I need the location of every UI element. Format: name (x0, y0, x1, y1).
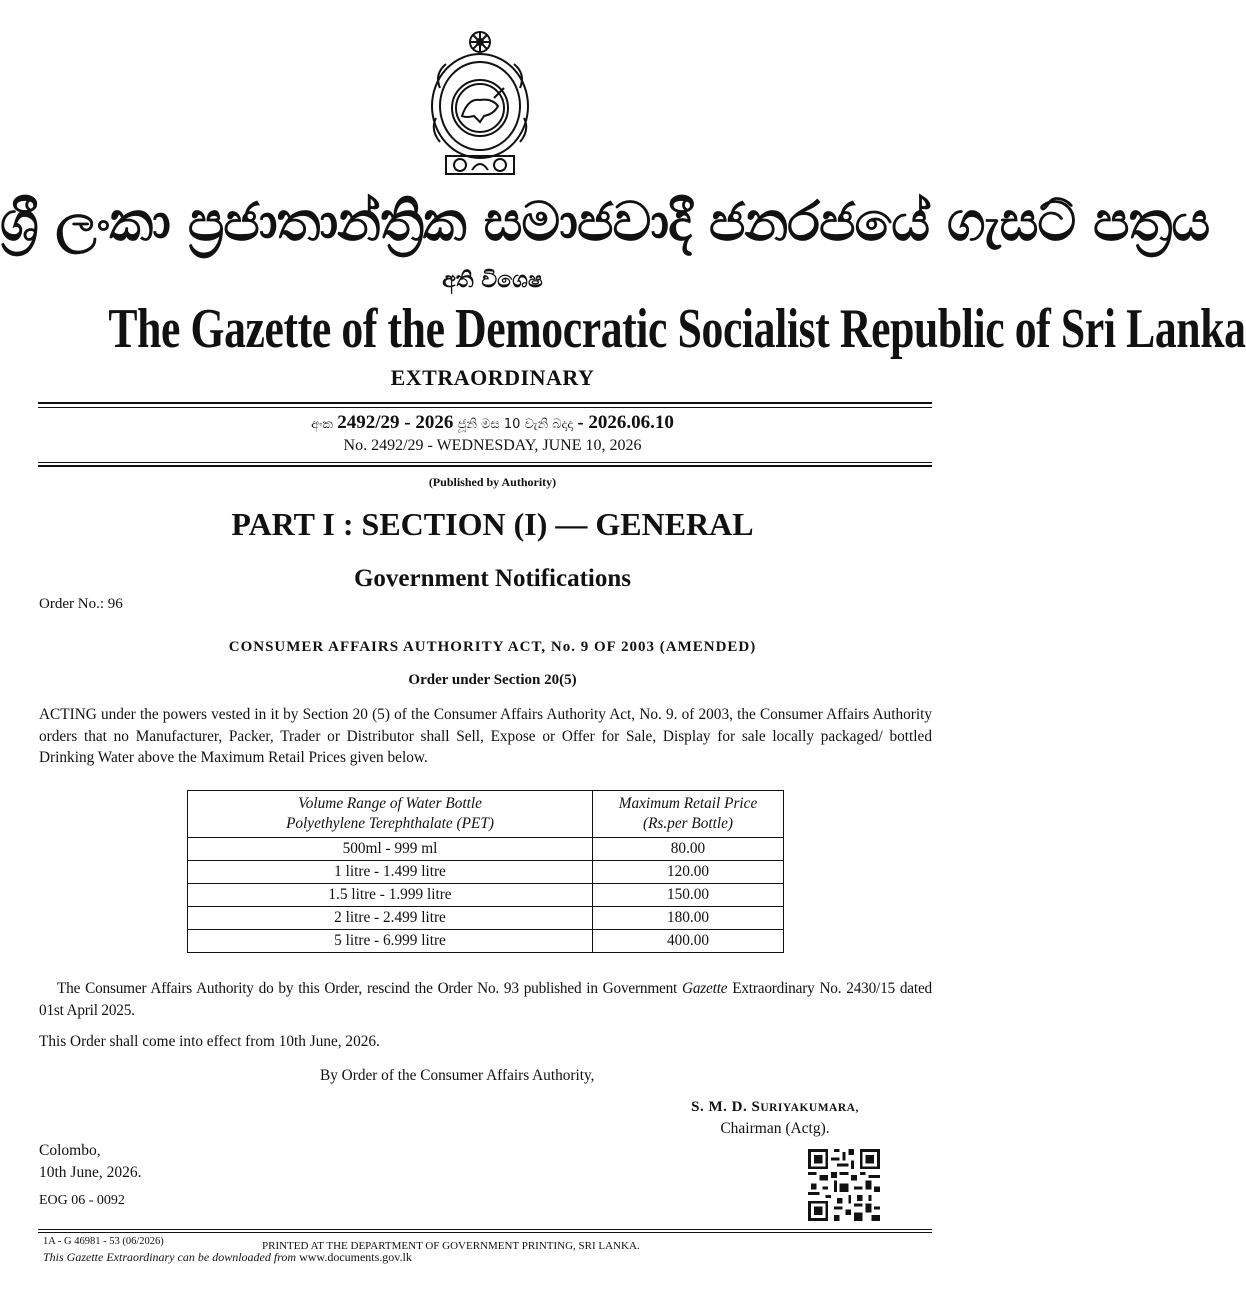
table-row (188, 884, 784, 907)
price-cell: 120.00 (593, 861, 784, 884)
print-code: 1A - G 46981 - 53 (06/2026) (43, 1236, 164, 1247)
volume-range-cell: 2 litre - 2.499 litre (188, 907, 593, 930)
download-note (43, 1250, 412, 1265)
gazette-title-sinhala: ශ්‍රී ලංකා ප්‍රජාතාන්ත්‍රික සමාජවාදී ජනරජයේ ගැසට් පත්‍රය (0, 190, 1210, 253)
download-text: This Gazette Extraordinary can be downloaded from (43, 1250, 297, 1264)
price-cell: 80.00 (593, 838, 784, 861)
volume-range-header (188, 791, 593, 838)
header-rule-thin (38, 407, 932, 408)
part-heading: PART I : SECTION (I) — GENERAL (231, 506, 754, 542)
footer-rule-1 (38, 1229, 932, 1230)
rescind-text-after: Extraordinary No. 2430/15 dated 01st April 2025. (39, 980, 932, 1019)
extraordinary-sinhala: අති විශෙෂ (442, 268, 543, 293)
issue-line-english: No. 2492/29 - WEDNESDAY, JUNE 10, 2026 (343, 437, 642, 454)
place-date (39, 1140, 141, 1183)
issue-date-words-sinhala: ජූනි මස 10 වැනි බදාදා (457, 417, 574, 432)
volume-range-cell: 5 litre - 6.999 litre (188, 930, 593, 953)
price-header-line1: Maximum Retail Price (618, 795, 758, 812)
effect-paragraph: This Order shall come into effect from 10th June, 2026. (39, 1033, 380, 1050)
table-row (188, 861, 784, 884)
issue-prefix-sinhala: අංක (311, 417, 333, 432)
volume-range-cell: 500ml - 999 ml (188, 838, 593, 861)
rescind-text-before: The Consumer Affairs Authority do by this Order, rescind the Order No. 93 published in Government (57, 980, 682, 997)
printed-at: PRINTED AT THE DEPARTMENT OF GOVERNMENT PRINTING, SRI LANKA. (262, 1240, 640, 1252)
order-number: Order No.: 96 (39, 596, 123, 612)
order-section: Order under Section 20(5) (408, 672, 577, 688)
volume-range-cell: 1 litre - 1.499 litre (188, 861, 593, 884)
volume-header-line2: Polyethylene Terephthalate (PET) (286, 815, 494, 832)
act-title: CONSUMER AFFAIRS AUTHORITY ACT, No. 9 OF 2003 (AMENDED) (228, 639, 757, 655)
place: Colombo, (39, 1142, 101, 1159)
rescind-paragraph (39, 978, 932, 1021)
price-header-line2: (Rs.per Bottle) (642, 815, 734, 832)
signatory-title: Chairman (Actg). (720, 1120, 830, 1137)
table-row (188, 930, 784, 953)
header-rule-thick (38, 402, 932, 404)
rescind-text-italic: Gazette (682, 980, 728, 997)
issue-number-sinhala: 2492/29 - 2026 (337, 412, 454, 433)
by-order-line: By Order of the Consumer Affairs Authority, (320, 1067, 595, 1084)
issue-date-sinhala: - 2026.06.10 (577, 412, 674, 433)
table-row (188, 907, 784, 930)
signatory-name (600, 1099, 950, 1116)
qr-code-icon (808, 1149, 880, 1221)
volume-range-cell: 1.5 litre - 1.999 litre (188, 884, 593, 907)
gazette-title-english: The Gazette of the Democratic Socialist Republic of Sri Lanka (108, 298, 1246, 360)
section-heading: Government Notifications (353, 565, 632, 592)
price-cell: 400.00 (593, 930, 784, 953)
issue-rule-thin (38, 462, 932, 463)
price-cell: 180.00 (593, 907, 784, 930)
table-header-row (188, 791, 784, 838)
national-emblem-icon (424, 28, 536, 178)
price-cell: 150.00 (593, 884, 784, 907)
volume-header-line1: Volume Range of Water Bottle (298, 795, 482, 812)
date: 10th June, 2026. (39, 1163, 142, 1181)
download-url[interactable]: www.documents.gov.lk (299, 1250, 412, 1264)
issue-line-sinhala (0, 412, 985, 434)
signatory-surname: URIYAKUMARA, (760, 1102, 859, 1114)
issue-rule-thick (38, 465, 932, 467)
eog-number: EOG 06 - 0092 (39, 1193, 125, 1208)
signatory-initials: S. M. D. S (691, 1099, 761, 1115)
max-price-header (593, 791, 784, 838)
extraordinary-label: EXTRAORDINARY (390, 365, 595, 390)
footer-rule-2 (38, 1232, 932, 1233)
published-by-authority: (Published by Authority) (428, 475, 557, 489)
intro-paragraph: ACTING under the powers vested in it by Section 20 (5) of the Consumer Affairs Authority Act, No. 9. of 2003, the Consumer Affairs Authority orders that no Manufacturer, Packer, Trader or Distributor shall Sell, Expose or Offer for Sale, Display for sale locally packaged/ bottled Drinking Water above the Maximum Retail Prices given below. (39, 706, 932, 766)
price-table (187, 790, 784, 953)
table-row (188, 838, 784, 861)
